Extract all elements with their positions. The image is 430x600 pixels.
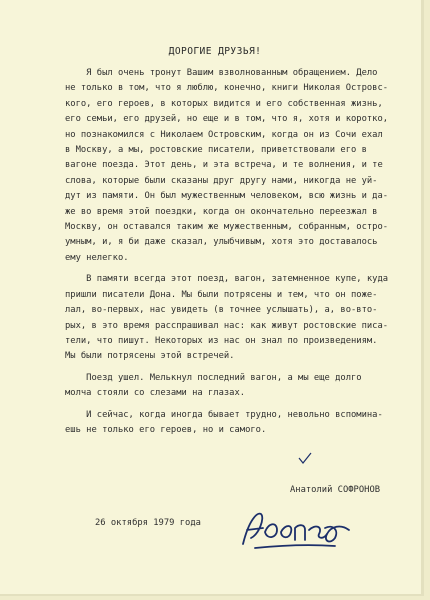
- text-line: ему нелегко.: [65, 252, 129, 263]
- text-line: В памяти всегда этот поезд, вагон, затемненное купе, куда: [65, 274, 389, 285]
- text-line: умным, и, я би даже сказал, улыбчивым, хотя это доставалось: [65, 237, 378, 248]
- letter-date: 26 октября 1979 года: [95, 518, 201, 528]
- text-line: но познакомился с Николаем Островским, когда он из Сочи ехал: [65, 129, 383, 140]
- text-line: слова, которые были сказаны друг другу нами, никогда не уй-: [65, 175, 378, 186]
- text-line: вагоне поезда. Этот день, и эта встреча, и те волнения, и те: [65, 160, 383, 171]
- letter-heading: ДОРОГИЕ ДРУЗЬЯ!: [168, 46, 262, 57]
- checkmark-icon: [298, 452, 312, 464]
- text-line: И сейчас, когда иногда бывает трудно, невольно вспомина-: [65, 409, 383, 420]
- paragraph-4: [65, 408, 415, 439]
- paragraph-2: [65, 272, 415, 364]
- text-line: пришли писатели Дона. Мы были потрясены и тем, что он поже-: [65, 289, 378, 300]
- text-line: дут из памяти. Он был мужественным человеком, всю жизнь и да-: [65, 191, 389, 202]
- text-line: тели, что пишут. Некоторых из нас он знал по произведениям.: [65, 335, 378, 346]
- text-line: Москву, он оставался таким же мужественным, собранным, остро-: [65, 222, 389, 233]
- text-line: Я был очень тронут Вашим взволнованным обращением. Дело: [65, 68, 378, 78]
- text-line: не только в том, что я люблю, конечно, книги Николая Островс-: [65, 83, 389, 94]
- text-line: Мы были потрясены этой встречей.: [65, 351, 235, 362]
- handwritten-signature: [235, 500, 355, 560]
- text-line: Поезд ушел. Мелькнул последний вагон, а мы еще долго: [65, 372, 362, 383]
- paragraph-1: [65, 66, 415, 266]
- text-line: в Москву, а мы, ростовские писатели, приветствовали его в: [65, 145, 367, 156]
- text-line: же во время этой поездки, когда он окончательно переезжал в: [65, 206, 378, 217]
- text-line: лал, во-первых, нас увидеть (в точнее услышать), а, во-вто-: [65, 305, 378, 316]
- text-line: кого, его героев, в которых видится и его собственная жизнь,: [65, 98, 383, 109]
- text-line: рых, в это время расспрашивал нас: как живут ростовские писа-: [65, 320, 389, 331]
- paragraph-3: [65, 371, 415, 402]
- text-line: его семьи, его друзей, но еще и в том, что я, хотя и коротко,: [65, 114, 389, 125]
- author-name: Анатолий СОФРОНОВ: [290, 485, 381, 495]
- letter-body: [65, 66, 415, 438]
- text-line: молча стояли со слезами на глазах.: [65, 388, 246, 399]
- text-line: ешь не только его героев, но и самого.: [65, 424, 267, 435]
